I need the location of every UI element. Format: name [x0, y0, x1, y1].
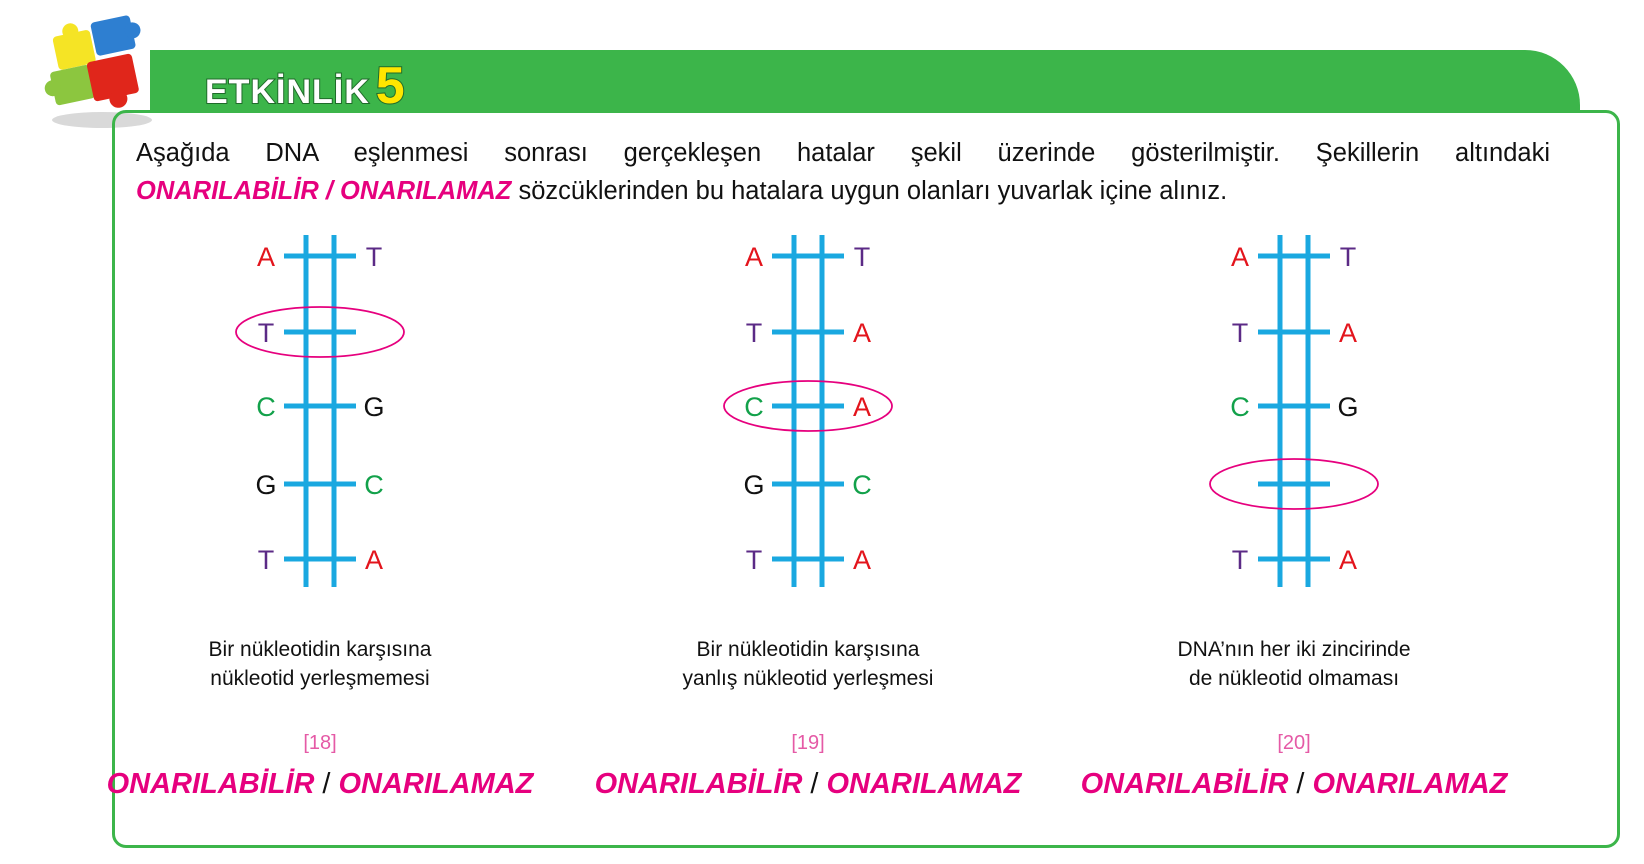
base-label-right: A [1338, 545, 1358, 575]
base-label-right: A [364, 545, 384, 575]
dna-diagram-1 [70, 235, 570, 595]
base-label-left: T [257, 545, 275, 575]
base-label-left: T [745, 545, 763, 575]
base-label-left: A [1230, 242, 1250, 272]
option-separator: / [322, 768, 331, 800]
base-label-right: T [365, 242, 383, 272]
base-label-right: A [852, 545, 872, 575]
base-label-right: A [1338, 318, 1358, 348]
option-onarilabilir[interactable]: ONARILABİLİR [594, 768, 803, 800]
question-number-1: [18] [303, 732, 337, 754]
answer-options-1 [70, 768, 570, 801]
base-label-left: C [744, 392, 764, 422]
option-separator: / [1296, 768, 1305, 800]
base-label-right: G [1337, 392, 1359, 422]
dna-diagram-3 [1044, 235, 1544, 595]
option-onarilamaz[interactable]: ONARILAMAZ [338, 768, 534, 800]
instruction-keyword: ONARILABİLİR / ONARILAMAZ [136, 177, 512, 205]
caption-line-1: DNA’nın her iki zincirinde [1177, 638, 1411, 661]
option-onarilamaz[interactable]: ONARILAMAZ [1312, 768, 1508, 800]
base-label-left: C [256, 392, 276, 422]
option-onarilamaz[interactable]: ONARILAMAZ [826, 768, 1022, 800]
instruction-line-2: sözcüklerinden bu hatalara uygun olanları yuvarlak içine alınız. [511, 177, 1228, 205]
caption-line-1: Bir nükleotidin karşısına [696, 638, 920, 661]
base-label-left: T [257, 318, 275, 348]
question-number-3: [20] [1277, 732, 1311, 754]
base-label-right: T [853, 242, 871, 272]
base-label-left: A [256, 242, 276, 272]
dna-panel-3 [1044, 235, 1544, 855]
caption-line-2: nükleotid yerleşmemesi [210, 667, 430, 690]
base-label-left: A [744, 242, 764, 272]
option-separator: / [810, 768, 819, 800]
base-label-right: A [852, 318, 872, 348]
base-label-right: G [363, 392, 385, 422]
activity-title [205, 56, 405, 115]
caption-3 [1044, 635, 1544, 693]
base-label-left: G [743, 470, 765, 500]
option-onarilabilir[interactable]: ONARILABİLİR [106, 768, 315, 800]
option-onarilabilir[interactable]: ONARILABİLİR [1080, 768, 1289, 800]
caption-line-2: de nükleotid olmaması [1188, 667, 1400, 690]
caption-line-1: Bir nükleotidin karşısına [208, 638, 432, 661]
answer-options-2 [558, 768, 1058, 801]
instruction-line-1: Aşağıda DNA eşlenmesi sonrası gerçekleşen hatalar şekil üzerinde gösterilmiştir. Şekillerin altındaki [136, 139, 1550, 167]
title-number: 5 [375, 57, 405, 115]
caption-2 [558, 635, 1058, 693]
base-label-left: G [255, 470, 277, 500]
answer-options-3 [1044, 768, 1544, 801]
dna-diagram-2 [558, 235, 1058, 595]
base-label-left: T [1231, 318, 1249, 348]
base-label-right: A [852, 392, 872, 422]
dna-panel-2 [558, 235, 1058, 855]
caption-line-2: yanlış nükleotid yerleşmesi [682, 667, 934, 690]
base-label-left: T [1231, 545, 1249, 575]
title-word: ETKİNLİK [205, 73, 370, 111]
base-label-left: C [1230, 392, 1250, 422]
base-label-right: T [1339, 242, 1357, 272]
instruction-text [136, 134, 1550, 210]
base-label-right: C [364, 470, 384, 500]
dna-panel-1 [70, 235, 570, 855]
question-number-2: [19] [791, 732, 825, 754]
caption-1 [70, 635, 570, 693]
base-label-left: T [745, 318, 763, 348]
base-label-right: C [852, 470, 872, 500]
